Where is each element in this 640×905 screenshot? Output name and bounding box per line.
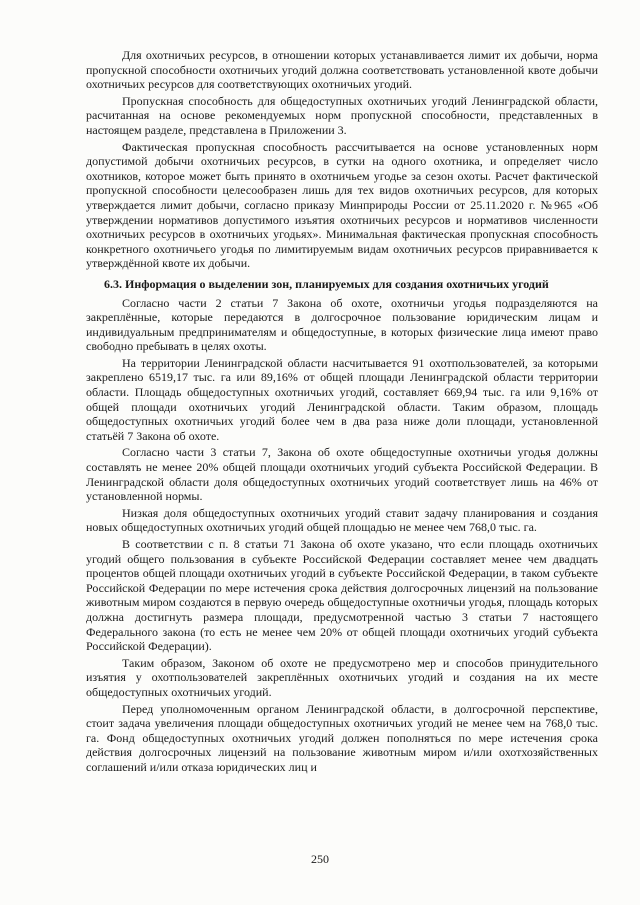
paragraph: На территории Ленинградской области насчитывается 91 охотпользователей, за которыми закреплено 6519,17 тыс. га или 89,16% от общей площади Ленинградской области территории области. Площадь общедоступных охотничьих угодий, составляет 669,94 тыс. га или 9,16% от общей площади охотничьих угодий Ленинградской области. Таким образом, площадь общедоступных охотничьих угодий более чем в два раза ниже доли площади, установленной статьёй 7 Закона об охоте. bbox=[86, 355, 598, 443]
paragraph: Согласно части 3 статьи 7, Закона об охоте общедоступные охотничьи угодья должны составлять не менее 20% общей площади охотничьих угодий субъекта Российской Федерации. В Ленинградской области доля общедоступных охотничьих угодий соответствует лишь на 46% от установленной нормы. bbox=[86, 445, 598, 504]
paragraph: Пропускная способность для общедоступных охотничьих угодий Ленинградской области, расчитанная на основе рекомендуемых норм пропускной способности, представленных в настоящем разделе, представлена в Приложении 3. bbox=[86, 93, 598, 137]
paragraph: Фактическая пропускная способность рассчитывается на основе установленных норм допустимой добычи охотничьих ресурсов, в сутки на одного охотника, и определяет число охотников, которое может быть принято в охотничьем угодье за сезон охоты. Расчет фактической пропускной способности целесообразен лишь для тех видов охотничьих ресурсов, для которых утверждается лимит добычи, согласно приказу Минприроды России от 25.11.2020 г. №965 «Об утверждении нормативов допустимого изъятия охотничьих ресурсов и нормативов численности охотничьих ресурсов в охотничьих угодьях». Минимальная фактическая пропускная способность конкретного охотничьего угодья по лимитируемым видам охотничьих ресурсов приравнивается к утверждённой квоте их добычи. bbox=[86, 139, 598, 271]
paragraph: Согласно части 2 статьи 7 Закона об охоте, охотничьи угодья подразделяются на закреплённые, которые передаются в долгосрочное пользование юридическим лицам и индивидуальным предпринимателям и общедоступные, в которых физические лица имеют право свободно пребывать в целях охоты. bbox=[86, 295, 598, 354]
section-heading: 6.3. Информация о выделении зон, планируемых для создания охотничьих угодий bbox=[104, 276, 549, 291]
paragraph: Перед уполномоченным органом Ленинградской области, в долгосрочной перспективе, стоит задача увеличения площади общедоступных охотничьих угодий не менее чем на 768,0 тыс. га. Фонд общедоступных охотничьих угодий должен пополняться по мере истечения срока действия долгосрочных лицензий на пользование животным миром и/или охотхозяйственных соглашений и/или отказа юридических лиц и bbox=[86, 701, 598, 774]
paragraph: Для охотничьих ресурсов, в отношении которых устанавливается лимит их добычи, норма пропускной способности охотничьих угодий должна соответствовать установленной квоте добычи охотничьих ресурсов для соответствующих охотничьих угодий. bbox=[86, 48, 598, 92]
paragraph: Низкая доля общедоступных охотничьих угодий ставит задачу планирования и создания новых общедоступных охотничьих угодий общей площадью не менее чем 768,0 тыс. га. bbox=[86, 505, 598, 535]
page-number: 250 bbox=[311, 852, 329, 866]
paragraph: В соответствии с п. 8 статьи 71 Закона об охоте указано, что если площадь охотничьих угодий общего пользования в субъекте Российской Федерации составляет менее чем двадцать процентов общей площади охотничьих угодий в субъекте Российской Федерации, в таком субъекте Российской Федерации по мере истечения срока действия долгосрочных лицензий на пользование животным миром создаются в первую очередь общедоступные охотничьи угодья, площадь которых должна достигнуть размера площади, предусмотренной частью 3 статьи 7 настоящего Федерального закона (то есть не менее чем 20% от общей площади охотничьих угодий субъекта Российской Федерации). bbox=[86, 537, 598, 654]
paragraph: Таким образом, Законом об охоте не предусмотрено мер и способов принудительного изъятия у охотпользователей закреплённых охотничьих угодий и создания на их месте общедоступных охотничьих угодий. bbox=[86, 655, 598, 699]
document-body bbox=[86, 48, 598, 777]
